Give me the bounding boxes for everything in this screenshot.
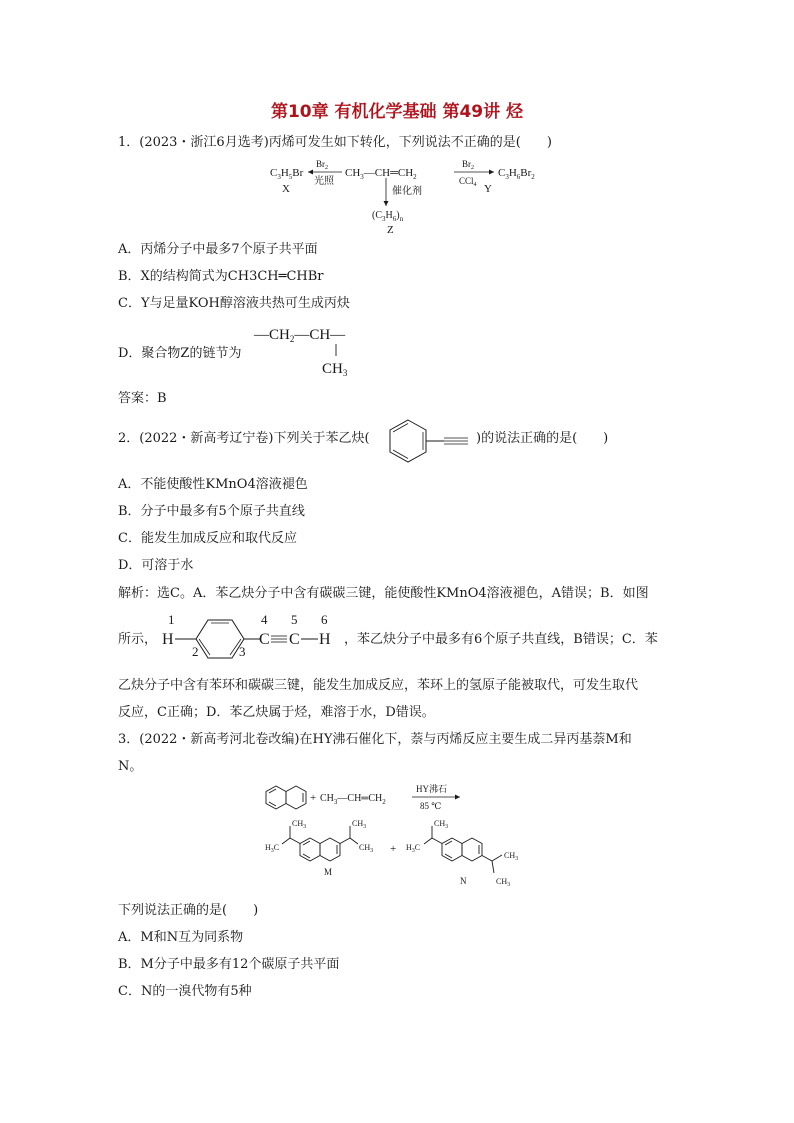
atom-number-1: 1 — [168, 612, 175, 627]
q3-reaction-scheme — [262, 780, 542, 890]
q3-option-b: B．M分子中最多有12个碳原子共平面 — [118, 957, 340, 972]
svg-text:CH3: $CH_3$ — [359, 843, 374, 854]
svg-text:CH3: $CH_3$ — [504, 851, 519, 862]
q2-stem-after: )的说法正确的是( ) — [476, 431, 609, 446]
q3-stem-line1: 3．(2022・新高考河北卷改编)在HY沸石催化下，萘与丙烯反应主要生成二异丙基萘M和 — [118, 732, 632, 747]
chain-unit-bottom: $CH_3$ — [322, 361, 348, 378]
svg-text:CH3: $CH_3$ — [496, 877, 511, 888]
phenylacetylene-structure — [384, 417, 476, 465]
atom-number-3: 3 — [239, 644, 246, 659]
q2-analysis-line1: 解析：选C。A．苯乙炔分子中含有碳碳三键，能使酸性KMnO4溶液褪色，A错误；B．如图 — [118, 586, 649, 601]
q2-option-b: B．分子中最多有5个原子共直线 — [118, 504, 305, 519]
svg-text:CH3: $CH_3$ — [352, 819, 367, 830]
q2-option-a: A．不能使酸性KMnO4溶液褪色 — [118, 477, 308, 492]
q1-propene: $CH_3—CH═CH_2$ — [345, 167, 417, 181]
svg-text:H: H — [162, 631, 174, 648]
q3-m-label: M — [324, 867, 333, 877]
svg-text:CH3: $CH_3$ — [434, 819, 449, 830]
q2-analysis-line3: 乙炔分子中含有苯环和碳碳三键，能发生加成反应，苯环上的氢原子能被取代，可发生取代 — [118, 678, 639, 693]
q1-catalyst: 催化剂 — [392, 186, 422, 197]
q3-propene: $CH_3—CH═CH_2$ — [320, 793, 386, 806]
atom-number-2: 2 — [192, 644, 199, 659]
q1-option-b: B．X的结构简式为CH3CH═CHBr — [118, 269, 324, 284]
q1-z-formula: $(C_3H_6)_n$ — [372, 210, 404, 223]
q1-y-label: Y — [484, 183, 492, 195]
q3-n-label: N — [460, 876, 467, 886]
atom-number-4: 4 — [261, 612, 268, 627]
q2-option-d: D．可溶于水 — [118, 558, 194, 573]
q1-chain-unit — [252, 322, 382, 378]
q3-option-c: C．N的一溴代物有5种 — [118, 984, 252, 999]
q1-reagent-right-top: $Br_2$ — [462, 159, 474, 171]
q3-plus-2: + — [390, 843, 397, 855]
q1-stem: 1．(2023・浙江6月选考)丙烯可发生如下转化，下列说法不正确的是( ) — [118, 135, 552, 150]
product-m-structure — [282, 826, 358, 861]
svg-text:H: H — [319, 631, 331, 648]
q2-analysis-line2-after: ，苯乙炔分子中最多有6个原子共直线，B错误；C．苯 — [344, 632, 658, 647]
q3-prompt: 下列说法正确的是( ) — [118, 903, 259, 918]
q2-stem-before: 2．(2022・新高考辽宁卷)下列关于苯乙炔( — [118, 431, 370, 446]
q3-cond-top: HY沸石 — [416, 784, 447, 794]
svg-text:C: C — [289, 631, 300, 648]
q1-reagent-left-bottom: 光照 — [314, 176, 334, 187]
q2-analysis-line4: 反应，C正确；D．苯乙炔属于烃，难溶于水，D错误。 — [118, 705, 435, 720]
svg-text:C: C — [259, 631, 270, 648]
q1-option-d: D．聚合物Z的链节为 — [118, 346, 242, 361]
q1-option-a: A．丙烯分子中最多7个原子共平面 — [118, 242, 318, 257]
q1-y-formula: $C_3H_6Br_2$ — [498, 167, 535, 181]
product-n-structure — [424, 826, 502, 873]
q1-reagent-right-bottom: CCl$_4$ — [459, 176, 477, 188]
atom-number-5: 5 — [291, 612, 298, 627]
q1-answer: 答案：B — [118, 391, 167, 406]
phenylacetylene-numbered — [158, 612, 342, 664]
q2-option-c: C．能发生加成反应和取代反应 — [118, 531, 297, 546]
q1-x-formula: $C_3H_5Br$ — [270, 167, 304, 181]
q3-stem-line2: N。 — [118, 759, 143, 774]
q2-analysis-line2-before: 所示， — [118, 632, 158, 647]
naphthalene-structure — [266, 786, 306, 809]
q1-reaction-scheme — [260, 156, 560, 236]
page-title: 第10章 有机化学基础 第49讲 烃 — [270, 102, 524, 122]
svg-text:H3C: $H_3C$ — [406, 843, 421, 854]
q1-x-label: X — [282, 183, 290, 195]
q3-option-a: A．M和N互为同系物 — [118, 930, 244, 945]
atom-number-6: 6 — [321, 612, 328, 627]
svg-text:H3C: $H_3C$ — [265, 843, 280, 854]
q3-plus-1: + — [310, 792, 317, 804]
chain-unit-top: $—CH_2—CH—$ — [254, 327, 346, 344]
q1-reagent-left-top: $Br_2$ — [316, 159, 328, 171]
q1-z-label: Z — [387, 224, 394, 236]
q1-option-c: C．Y与足量KOH醇溶液共热可生成丙炔 — [118, 296, 350, 311]
svg-text:CH3: $CH_3$ — [292, 819, 307, 830]
q3-cond-bottom: 85 ℃ — [420, 801, 442, 811]
